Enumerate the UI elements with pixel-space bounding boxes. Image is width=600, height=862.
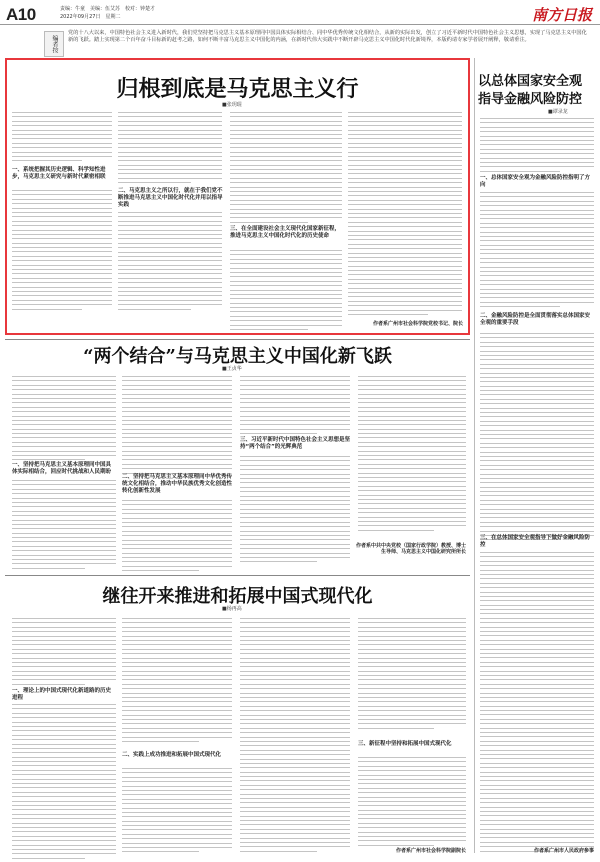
- article-1-col-4: [348, 112, 462, 318]
- article-3-col-1b: [12, 704, 116, 862]
- article-1-author-note: 作者系广州市社会科学院党校书记、院长: [372, 321, 463, 327]
- article-4-subhead-3: 三、在总体国家安全观指导下做好金融风险防控: [480, 535, 591, 548]
- editor-note: [0, 27, 600, 57]
- article-3-subhead-1: 一、理论上的中国式现代化新道路的历史进程: [12, 688, 112, 701]
- article-1-col-2: [118, 112, 222, 187]
- article-1-subhead-1: 一、系统把握其历史逻辑、科学知性进步，马克思主义研究与新时代紧密相联: [12, 167, 106, 180]
- article-4-author-note: 作者系广州市人民政府参事: [533, 848, 594, 854]
- masthead-divider: [0, 24, 600, 25]
- article-3-col-4: [358, 618, 466, 732]
- article-4-byline: ■谭录龙: [548, 109, 568, 115]
- editor-note-tag: 编者按: [44, 31, 64, 57]
- article-4-body-3: [480, 333, 594, 544]
- issue-date: 2022年09月27日 星期二: [60, 14, 121, 20]
- article-2-subhead-3: 三、习近平新时代中国特色社会主义思想是坚持“两个结合”的光辉典范: [240, 437, 351, 450]
- right-column-divider: [474, 58, 475, 853]
- article-1-col-1: [12, 112, 112, 165]
- article-2-subhead-2: 二、坚持把马克思主义基本原理同中华优秀传统文化相结合，推动中华民族优秀文化创造性转化创新性发展: [122, 474, 233, 494]
- article-4-title-line-2[interactable]: 指导金融风险防控: [478, 92, 583, 107]
- article-2-col-3b: [240, 456, 350, 566]
- section-divider-2: [5, 575, 470, 576]
- editor-credits: 责编：牛童 美编：伍艾苏 校对：钟楚才: [60, 6, 156, 12]
- article-3-subhead-3: 三、新征程中坚持和拓展中国式现代化: [358, 741, 452, 747]
- article-2-col-2: [122, 376, 232, 477]
- article-4-body-1: [480, 118, 594, 175]
- article-3-subhead-2: 二、实践上成功推进和拓展中国式现代化: [122, 752, 222, 758]
- article-1-title[interactable]: 归根到底是马克思主义行: [116, 76, 359, 102]
- section-divider-1: [5, 339, 470, 340]
- page-masthead: [0, 0, 600, 24]
- article-2-col-1b: [12, 480, 116, 572]
- article-3-col-4b: [358, 757, 466, 849]
- article-2-subhead-1: 一、坚持把马克思主义基本原理同中国具体实际相结合，回应时代挑战和人民期盼: [12, 462, 112, 475]
- article-2-byline: ■王贞华: [222, 366, 242, 372]
- article-1-byline: ■张玥琨: [222, 102, 242, 108]
- article-1-subhead-2: 二、马克思主义之所以行，就在于我们党不断推进马克思主义中国化时代化并用以指导实践: [118, 188, 223, 208]
- article-3-title[interactable]: 继往开来推进和拓展中国式现代化: [102, 586, 373, 607]
- article-2-author-note: 作者系中共中央党校（国家行政学院）教授、博士生导师、马克思主义中国化研究所所长: [355, 543, 466, 555]
- article-1-col-3b: [230, 250, 342, 333]
- article-2-col-1: [12, 376, 116, 464]
- article-1-col-3: [230, 112, 342, 226]
- article-4-body-4: [480, 552, 594, 855]
- article-1-col-2b: [118, 212, 222, 313]
- article-3-col-1: [12, 618, 116, 688]
- article-4-subhead-2: 二、金融风险防控是全面贯彻落实总体国家安全观的重要手段: [480, 313, 591, 326]
- article-1-col-1b: [12, 190, 112, 313]
- newspaper-logo: 南方日报: [531, 6, 592, 24]
- article-2-title[interactable]: “两个结合”与马克思主义中国化新飞跃: [83, 346, 392, 367]
- article-3-byline: ■杨再高: [222, 606, 242, 612]
- page-number: A10: [6, 5, 36, 24]
- article-1-subhead-3: 三、在全面建设社会主义现代化国家新征程，推进马克思主义中国化时代化的历史使命: [230, 226, 341, 239]
- article-4-body-2: [480, 192, 594, 311]
- article-4-title-line-1[interactable]: 以总体国家安全观: [478, 74, 583, 89]
- article-3-author-note: 作者系广州市社会科学院副院长: [395, 848, 466, 854]
- article-4-subhead-1: 一、总体国家安全观为金融风险防控指明了方向: [480, 175, 591, 188]
- article-2-col-2b: [122, 500, 232, 575]
- article-3-col-2: [122, 618, 232, 745]
- article-3-col-3: [240, 618, 350, 855]
- article-2-col-4: [358, 376, 466, 534]
- article-3-col-2b: [122, 768, 232, 856]
- editor-note-text: 党的十八大以来，中国特色社会主义进入新时代，我们党坚持把马克思主义基本原理同中国具体实际相结合、同中华优秀传统文化相结合，从新的实际出发，创立了习近平新时代中国特色社会主义思想，实现了马克思主义中国化新的飞跃。踏上实现第二个百年奋斗目标新的赶考之路，如何不断丰富马克思主义中国化的内涵，在新时代伟大实践中不断开辟马克思主义中国化时代化新境界，本版约请专家学者展开阐释，敬请垂注。: [68, 30, 587, 44]
- article-2-col-3: [240, 376, 350, 437]
